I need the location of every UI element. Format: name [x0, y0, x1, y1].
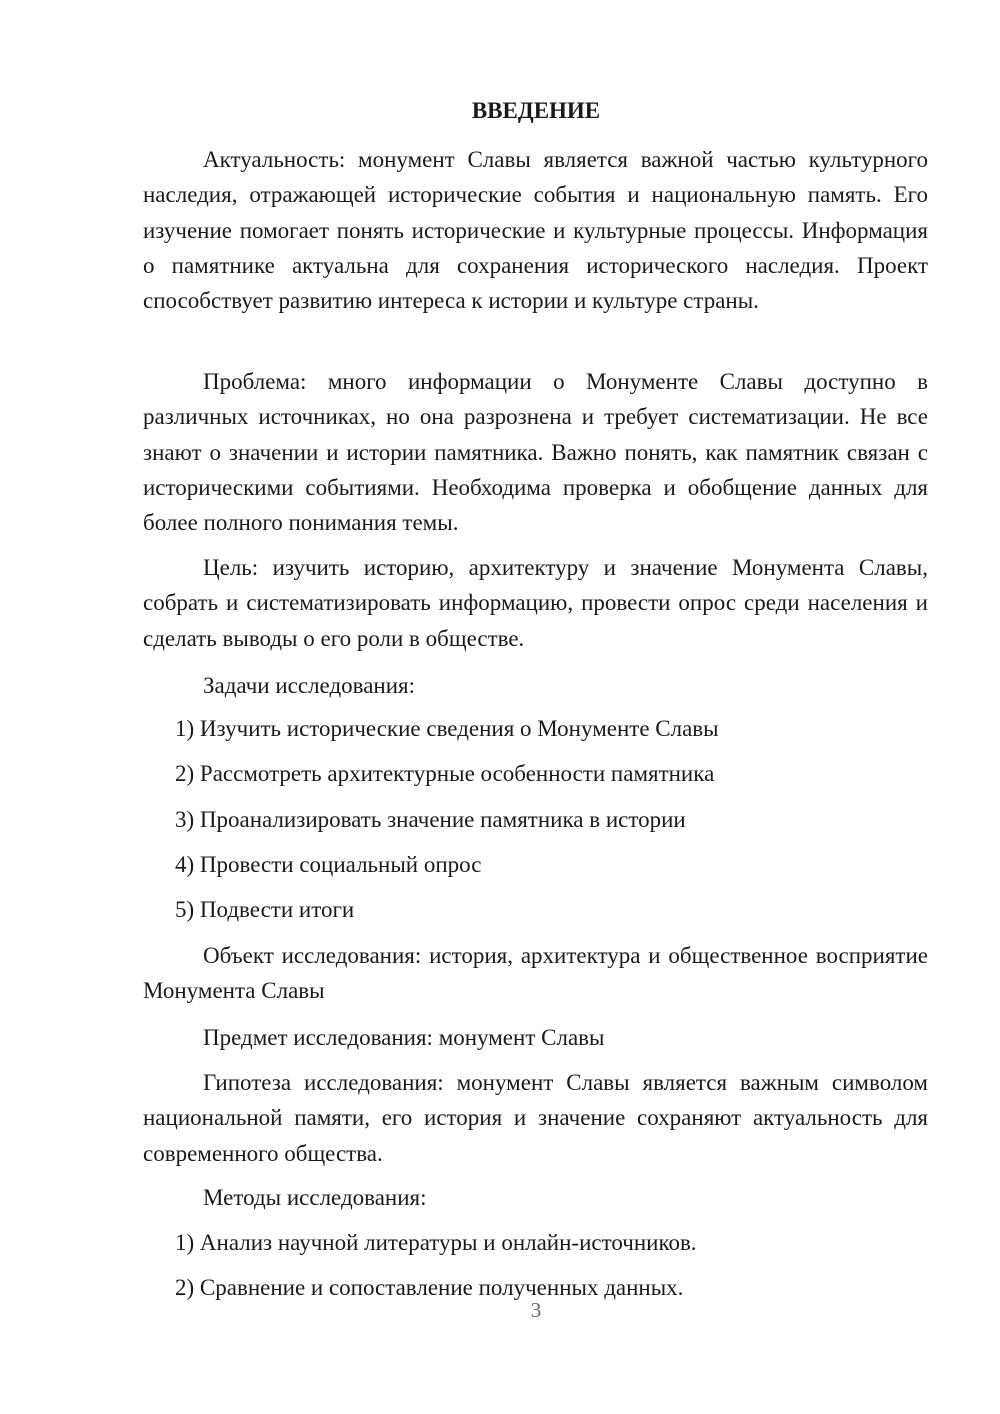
tasks-title: Задачи исследования:	[203, 673, 416, 698]
method-item-1: 1) Анализ научной литературы и онлайн-источников.	[175, 1230, 697, 1255]
task-item-2: 2) Рассмотреть архитектурные особенности памятника	[175, 761, 715, 786]
paragraph-subject: Предмет исследования: монумент Славы	[203, 1025, 605, 1050]
paragraph-problem: Проблема: много информации о Монументе Славы доступно в различных источниках, но она разрознена и требует систематизации. Не все знают о значении и истории памятника. Важно понять, как памятник связан с историческими событиями. Необходима проверка и обобщение данных для более полного понимания темы.	[143, 369, 928, 536]
paragraph-hypothesis: Гипотеза исследования: монумент Славы является важным символом национальной памяти, его история и значение сохраняют актуальность для современного общества.	[143, 1070, 928, 1166]
paragraph-relevance: Актуальность: монумент Славы является важной частью культурного наследия, отражающей исторические события и национальную память. Его изучение помогает понять исторические и культурные процессы. Информация о памятнике актуальна для сохранения исторического наследия. Проект способствует развитию интереса к истории и культуре страны.	[143, 147, 928, 314]
methods-title: Методы исследования:	[203, 1185, 427, 1210]
paragraph-goal: Цель: изучить историю, архитектуру и значение Монумента Славы, собрать и систематизировать информацию, провести опрос среди населения и сделать выводы о его роли в обществе.	[143, 555, 928, 651]
section-heading: ВВЕДЕНИЕ	[471, 98, 601, 123]
task-item-4: 4) Провести социальный опрос	[175, 852, 482, 877]
task-item-5: 5) Подвести итоги	[175, 897, 355, 922]
method-item-2: 2) Сравнение и сопоставление полученных данных.	[175, 1275, 684, 1300]
paragraph-object: Объект исследования: история, архитектура и общественное восприятие Монумента Славы	[143, 943, 928, 1004]
page-number: 3	[530, 1298, 542, 1322]
task-item-1: 1) Изучить исторические сведения о Монументе Славы	[175, 716, 719, 741]
task-item-3: 3) Проанализировать значение памятника в истории	[175, 807, 686, 832]
